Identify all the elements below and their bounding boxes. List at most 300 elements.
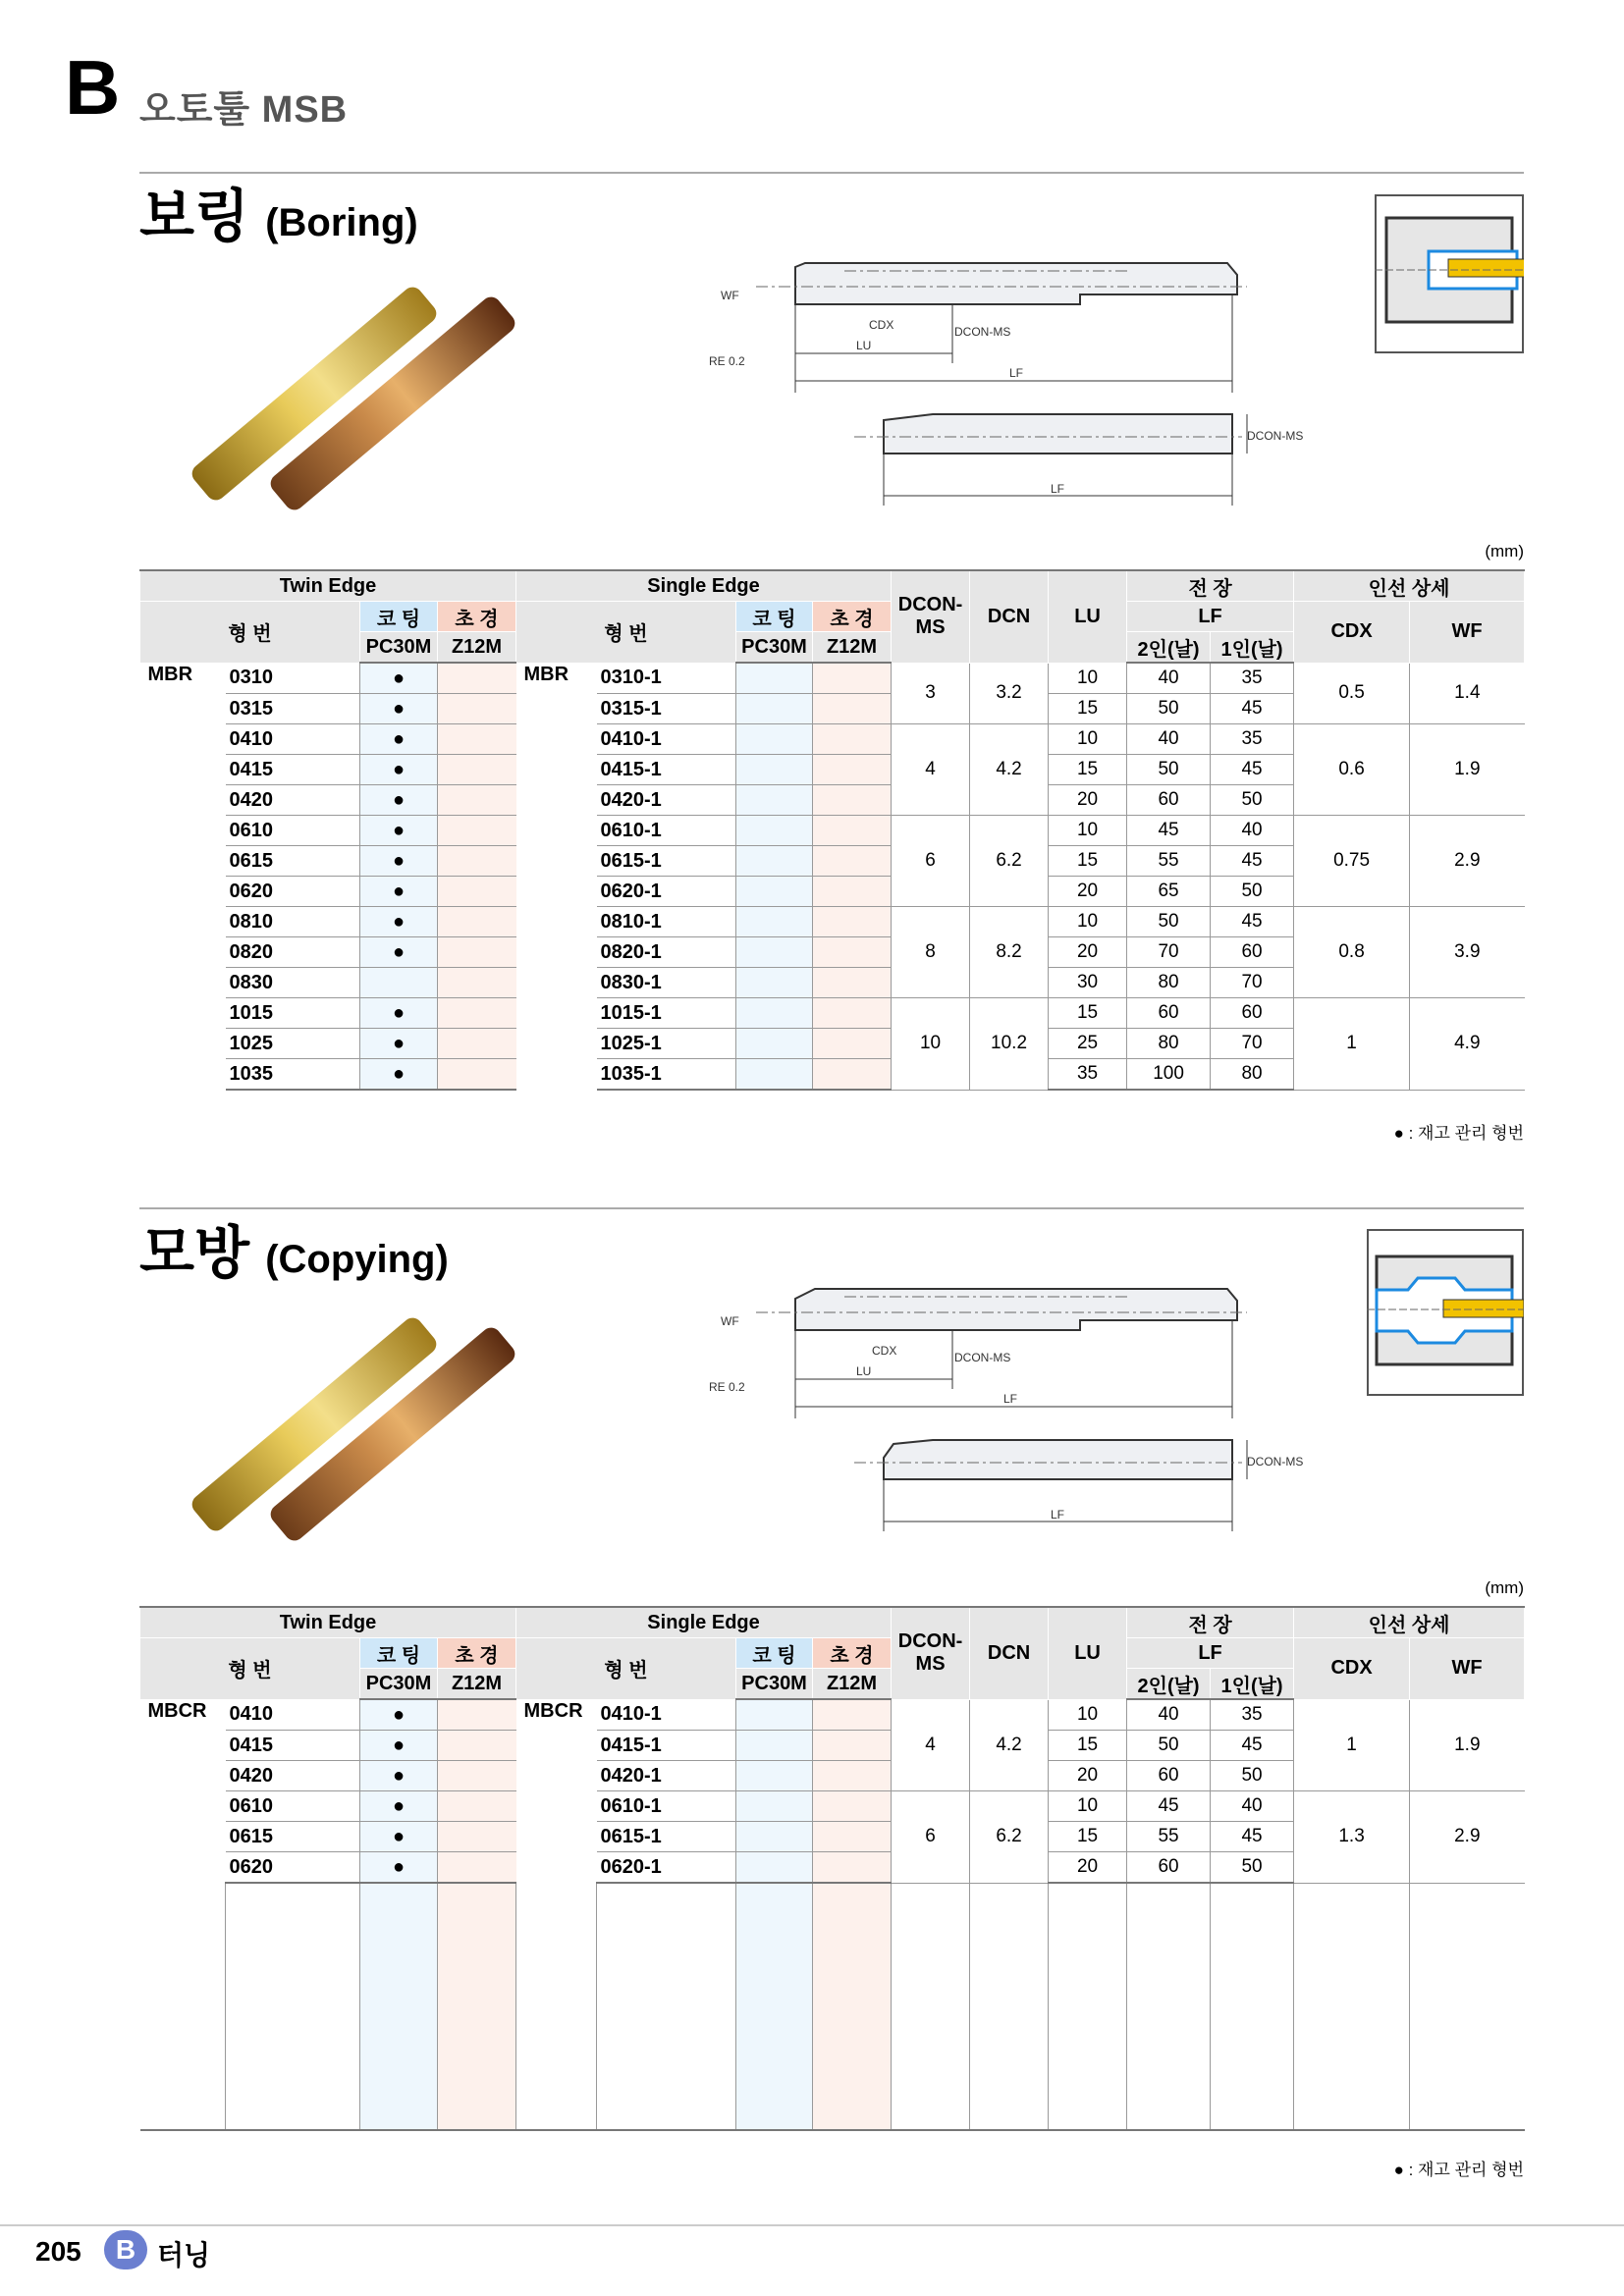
lf-two-edge-value: 45	[1127, 816, 1211, 846]
part-code-twin: 0620	[226, 877, 360, 907]
stock-marker-z12m	[813, 1731, 892, 1761]
dcn-value: 4.2	[970, 1699, 1049, 1791]
label-cdx: CDX	[872, 1344, 897, 1358]
header-lf: LF	[1127, 602, 1294, 632]
header-code-twin: 형 번	[140, 602, 360, 664]
legend-stock: ● : 재고 관리 형번	[1393, 2161, 1524, 2179]
header-total: 전 장	[1127, 1607, 1294, 1638]
wf-value: 1.9	[1410, 724, 1525, 816]
stock-marker-pc30m	[736, 785, 813, 816]
lf-one-edge-value: 45	[1211, 694, 1294, 724]
header-dcon: DCON-MS	[892, 570, 970, 663]
stock-marker-z12m	[813, 998, 892, 1029]
stock-marker-z12m	[813, 937, 892, 968]
lf-one-edge-value: 45	[1211, 755, 1294, 785]
dcn-value: 10.2	[970, 998, 1049, 1091]
lu-value: 10	[1049, 907, 1127, 937]
lu-value: 30	[1049, 968, 1127, 998]
lf-two-edge-value: 40	[1127, 724, 1211, 755]
stock-marker-pc30m	[360, 968, 438, 998]
header-carbide: 초 경	[813, 602, 892, 632]
stock-marker-z12m	[438, 724, 516, 755]
empty-cell	[1127, 1883, 1211, 2130]
stock-marker-z12m	[438, 785, 516, 816]
header-single: Single Edge	[516, 1607, 892, 1638]
header-code-single: 형 번	[516, 1638, 736, 1700]
lf-two-edge-value: 70	[1127, 937, 1211, 968]
stock-marker-z12m	[438, 846, 516, 877]
lf-two-edge-value: 55	[1127, 846, 1211, 877]
stock-marker-pc30m	[736, 755, 813, 785]
lu-value: 25	[1049, 1029, 1127, 1059]
table-row	[140, 998, 1525, 1029]
section-title-en: (Copying)	[265, 1238, 449, 1281]
lf-two-edge-value: 80	[1127, 1029, 1211, 1059]
lu-value: 35	[1049, 1059, 1127, 1091]
lf-one-edge-value: 70	[1211, 1029, 1294, 1059]
stock-marker-z12m	[438, 937, 516, 968]
part-code-twin: 0415	[226, 1731, 360, 1761]
wf-value: 2.9	[1410, 1791, 1525, 1884]
cdx-value: 1	[1294, 1699, 1410, 1791]
label-dcon: DCON-MS	[954, 1351, 1011, 1364]
stock-marker-z12m	[438, 907, 516, 937]
part-code-single: 0615-1	[597, 846, 736, 877]
lf-one-edge-value: 35	[1211, 1699, 1294, 1731]
empty-cell	[360, 1883, 438, 2130]
table-row-empty	[140, 1883, 1525, 2130]
header-z12m: Z12M	[813, 1669, 892, 1700]
lu-value: 10	[1049, 663, 1127, 694]
stock-marker-z12m	[438, 1731, 516, 1761]
section-title-ko: 모방	[139, 1221, 250, 1285]
part-code-single: 0810-1	[597, 907, 736, 937]
product-photo-copying	[157, 1286, 530, 1551]
stock-marker-pc30m: ●	[360, 785, 438, 816]
lf-two-edge-value: 45	[1127, 1791, 1211, 1822]
wf-value: 2.9	[1410, 816, 1525, 907]
label-re: RE 0.2	[709, 354, 745, 368]
label-wf: WF	[721, 1314, 739, 1328]
stock-marker-pc30m: ●	[360, 1059, 438, 1091]
chapter-badge: B	[104, 2230, 147, 2269]
stock-marker-pc30m	[736, 968, 813, 998]
stock-marker-pc30m: ●	[360, 1029, 438, 1059]
header-lf: LF	[1127, 1638, 1294, 1669]
label-lu: LU	[856, 1364, 872, 1378]
label-lf: LF	[1009, 366, 1024, 380]
stock-marker-z12m	[813, 785, 892, 816]
empty-cell	[438, 1883, 516, 2130]
header-insert: 인선 상세	[1294, 570, 1525, 602]
stock-marker-pc30m	[736, 998, 813, 1029]
label-dcon-side: DCON-MS	[1247, 1455, 1304, 1468]
section-title-boring	[139, 185, 418, 248]
header-dcon: DCON-MS	[892, 1607, 970, 1699]
stock-marker-z12m	[438, 816, 516, 846]
part-code-twin: 1025	[226, 1029, 360, 1059]
stock-marker-pc30m	[736, 663, 813, 694]
label-dcon: DCON-MS	[954, 325, 1011, 339]
stock-marker-pc30m: ●	[360, 877, 438, 907]
dcon-value: 4	[892, 1699, 970, 1791]
header-one-edge: 1인(날)	[1211, 632, 1294, 664]
part-code-single: 0610-1	[597, 1791, 736, 1822]
stock-marker-pc30m: ●	[360, 1822, 438, 1852]
stock-marker-z12m	[813, 1852, 892, 1884]
stock-marker-pc30m: ●	[360, 998, 438, 1029]
lf-two-edge-value: 65	[1127, 877, 1211, 907]
stock-marker-pc30m	[736, 1822, 813, 1852]
stock-marker-pc30m: ●	[360, 937, 438, 968]
lf-one-edge-value: 50	[1211, 1852, 1294, 1884]
stock-marker-pc30m: ●	[360, 1761, 438, 1791]
table-row	[140, 724, 1525, 755]
header-carbide: 초 경	[438, 602, 516, 632]
part-code-single: 0610-1	[597, 816, 736, 846]
stock-marker-pc30m	[736, 1761, 813, 1791]
header-wf: WF	[1410, 602, 1525, 664]
header-insert: 인선 상세	[1294, 1607, 1525, 1638]
lu-value: 15	[1049, 1731, 1127, 1761]
header-two-edge: 2인(날)	[1127, 1669, 1211, 1700]
header-code-single: 형 번	[516, 602, 736, 664]
cdx-value: 0.5	[1294, 663, 1410, 724]
stock-marker-z12m	[813, 1822, 892, 1852]
part-code-twin: 0415	[226, 755, 360, 785]
part-code-twin: 0820	[226, 937, 360, 968]
chapter-letter: B	[65, 44, 121, 131]
stock-marker-pc30m	[736, 1852, 813, 1884]
cdx-value: 0.75	[1294, 816, 1410, 907]
lf-two-edge-value: 60	[1127, 1761, 1211, 1791]
dcn-value: 4.2	[970, 724, 1049, 816]
header-carbide: 초 경	[813, 1638, 892, 1669]
label-re: RE 0.2	[709, 1380, 745, 1394]
lf-one-edge-value: 70	[1211, 968, 1294, 998]
part-code-single: 1015-1	[597, 998, 736, 1029]
dcon-value: 8	[892, 907, 970, 998]
lu-value: 10	[1049, 816, 1127, 846]
empty-cell	[1410, 1883, 1525, 2130]
part-code-single: 0415-1	[597, 1731, 736, 1761]
unit-label: (mm)	[1485, 542, 1524, 561]
stock-marker-z12m	[438, 1029, 516, 1059]
lf-one-edge-value: 50	[1211, 785, 1294, 816]
table-body	[140, 1699, 1525, 2130]
empty-cell	[597, 1883, 736, 2130]
lf-one-edge-value: 60	[1211, 937, 1294, 968]
series-prefix-twin: MBR	[147, 663, 193, 685]
stock-marker-z12m	[813, 1761, 892, 1791]
stock-marker-pc30m	[736, 816, 813, 846]
stock-marker-pc30m: ●	[360, 694, 438, 724]
unit-label: (mm)	[1485, 1578, 1524, 1597]
lf-two-edge-value: 50	[1127, 694, 1211, 724]
part-code-single: 0410-1	[597, 1699, 736, 1731]
lf-two-edge-value: 55	[1127, 1822, 1211, 1852]
stock-marker-pc30m	[736, 694, 813, 724]
stock-marker-pc30m: ●	[360, 755, 438, 785]
technical-drawing-copying	[697, 1281, 1326, 1536]
stock-marker-z12m	[813, 1029, 892, 1059]
part-code-twin: 1035	[226, 1059, 360, 1091]
stock-marker-pc30m: ●	[360, 846, 438, 877]
header-dcn: DCN	[970, 570, 1049, 663]
empty-cell	[516, 1883, 597, 2130]
part-code-twin: 0410	[226, 1699, 360, 1731]
table-row	[140, 1699, 1525, 1731]
header-z12m: Z12M	[438, 632, 516, 664]
part-code-twin: 0420	[226, 1761, 360, 1791]
lf-two-edge-value: 100	[1127, 1059, 1211, 1091]
header-lu: LU	[1049, 570, 1127, 663]
lf-two-edge-value: 40	[1127, 1699, 1211, 1731]
stock-marker-z12m	[438, 1852, 516, 1884]
cdx-value: 1	[1294, 998, 1410, 1091]
lf-one-edge-value: 45	[1211, 1822, 1294, 1852]
part-code-single: 0420-1	[597, 785, 736, 816]
divider	[139, 172, 1524, 174]
stock-marker-z12m	[813, 816, 892, 846]
dcn-value: 6.2	[970, 816, 1049, 907]
label-wf: WF	[721, 289, 739, 302]
stock-marker-z12m	[438, 755, 516, 785]
part-code-twin: 0610	[226, 1791, 360, 1822]
part-code-single: 0420-1	[597, 1761, 736, 1791]
empty-cell	[140, 1883, 226, 2130]
header-pc30m: PC30M	[736, 1669, 813, 1700]
lu-value: 10	[1049, 1699, 1127, 1731]
wf-value: 4.9	[1410, 998, 1525, 1091]
table-body	[140, 663, 1525, 1090]
lf-two-edge-value: 60	[1127, 998, 1211, 1029]
lu-value: 20	[1049, 877, 1127, 907]
header-z12m: Z12M	[438, 1669, 516, 1700]
stock-marker-z12m	[813, 1791, 892, 1822]
empty-cell	[226, 1883, 360, 2130]
stock-marker-z12m	[813, 755, 892, 785]
header-two-edge: 2인(날)	[1127, 632, 1211, 664]
part-code-single: 0310-1	[597, 663, 736, 694]
part-code-twin: 0310	[226, 663, 360, 694]
label-cdx: CDX	[869, 318, 894, 332]
series-prefix-single: MBR	[523, 663, 569, 685]
spec-table-copying	[139, 1606, 1525, 2131]
label-lf: LF	[1003, 1392, 1018, 1406]
dcon-value: 3	[892, 663, 970, 724]
dcn-value: 6.2	[970, 1791, 1049, 1884]
stock-marker-z12m	[438, 1791, 516, 1822]
lu-value: 20	[1049, 1761, 1127, 1791]
label-lf-side: LF	[1051, 1508, 1065, 1522]
part-code-single: 0620-1	[597, 1852, 736, 1884]
stock-marker-pc30m	[736, 1791, 813, 1822]
header-pc30m: PC30M	[360, 1669, 438, 1700]
stock-marker-pc30m: ●	[360, 663, 438, 694]
header-coating: 코 팅	[736, 602, 813, 632]
stock-marker-pc30m	[736, 877, 813, 907]
stock-marker-pc30m	[736, 1059, 813, 1091]
cdx-value: 0.6	[1294, 724, 1410, 816]
section-title-copying	[139, 1221, 449, 1285]
section-title-ko: 보링	[139, 185, 250, 248]
lf-one-edge-value: 45	[1211, 907, 1294, 937]
lf-two-edge-value: 60	[1127, 1852, 1211, 1884]
dcon-value: 4	[892, 724, 970, 816]
empty-cell	[970, 1883, 1049, 2130]
part-code-single: 0620-1	[597, 877, 736, 907]
header-wf: WF	[1410, 1638, 1525, 1700]
stock-marker-pc30m	[736, 937, 813, 968]
stock-marker-pc30m: ●	[360, 1852, 438, 1884]
stock-marker-z12m	[813, 1699, 892, 1731]
part-code-twin: 0620	[226, 1852, 360, 1884]
stock-marker-z12m	[813, 724, 892, 755]
lu-value: 20	[1049, 785, 1127, 816]
stock-marker-pc30m	[736, 1731, 813, 1761]
header-coating: 코 팅	[736, 1638, 813, 1669]
lf-one-edge-value: 80	[1211, 1059, 1294, 1091]
header-dcn: DCN	[970, 1607, 1049, 1699]
wf-value: 3.9	[1410, 907, 1525, 998]
stock-marker-pc30m	[736, 724, 813, 755]
table-row	[140, 907, 1525, 937]
lu-value: 15	[1049, 998, 1127, 1029]
stock-marker-z12m	[813, 1059, 892, 1091]
part-code-single: 0315-1	[597, 694, 736, 724]
stock-marker-pc30m	[736, 1029, 813, 1059]
header-twin: Twin Edge	[140, 1607, 516, 1638]
lf-one-edge-value: 40	[1211, 816, 1294, 846]
chapter-subtitle: 오토툴 MSB	[139, 89, 349, 131]
section-title-en: (Boring)	[265, 201, 418, 244]
lf-two-edge-value: 60	[1127, 785, 1211, 816]
lf-one-edge-value: 50	[1211, 1761, 1294, 1791]
stock-marker-z12m	[438, 998, 516, 1029]
stock-marker-z12m	[813, 877, 892, 907]
header-cdx: CDX	[1294, 602, 1410, 664]
stock-marker-pc30m: ●	[360, 1699, 438, 1731]
lf-two-edge-value: 50	[1127, 755, 1211, 785]
product-photo-boring	[157, 255, 530, 520]
empty-cell	[892, 1883, 970, 2130]
stock-marker-pc30m: ●	[360, 816, 438, 846]
header-cdx: CDX	[1294, 1638, 1410, 1700]
cdx-value: 1.3	[1294, 1791, 1410, 1884]
part-code-single: 0410-1	[597, 724, 736, 755]
lu-value: 15	[1049, 846, 1127, 877]
application-icon-copying	[1367, 1229, 1524, 1396]
wf-value: 1.4	[1410, 663, 1525, 724]
spec-table-boring	[139, 569, 1525, 1091]
part-code-twin: 0610	[226, 816, 360, 846]
dcn-value: 3.2	[970, 663, 1049, 724]
stock-marker-pc30m	[736, 1699, 813, 1731]
stock-marker-pc30m: ●	[360, 1731, 438, 1761]
stock-marker-z12m	[438, 1059, 516, 1091]
application-icon-boring	[1375, 194, 1524, 353]
part-code-twin: 0615	[226, 1822, 360, 1852]
lu-value: 20	[1049, 1852, 1127, 1884]
stock-marker-pc30m	[736, 907, 813, 937]
lu-value: 10	[1049, 1791, 1127, 1822]
lf-one-edge-value: 50	[1211, 877, 1294, 907]
part-code-single: 0615-1	[597, 1822, 736, 1852]
page-number: 205	[35, 2236, 81, 2267]
cdx-value: 0.8	[1294, 907, 1410, 998]
chapter-label: 터닝	[157, 2240, 211, 2270]
empty-cell	[736, 1883, 813, 2130]
lf-two-edge-value: 50	[1127, 1731, 1211, 1761]
part-code-twin: 0830	[226, 968, 360, 998]
label-lf-side: LF	[1051, 482, 1065, 496]
technical-drawing-boring	[697, 255, 1326, 510]
stock-marker-z12m	[438, 1699, 516, 1731]
lf-two-edge-value: 40	[1127, 663, 1211, 694]
lf-one-edge-value: 35	[1211, 724, 1294, 755]
stock-marker-z12m	[813, 663, 892, 694]
header-single: Single Edge	[516, 570, 892, 602]
lf-one-edge-value: 60	[1211, 998, 1294, 1029]
stock-marker-pc30m: ●	[360, 724, 438, 755]
stock-marker-z12m	[813, 907, 892, 937]
label-lu: LU	[856, 339, 872, 352]
empty-cell	[1049, 1883, 1127, 2130]
lu-value: 20	[1049, 937, 1127, 968]
header-coating: 코 팅	[360, 602, 438, 632]
part-code-twin: 0420	[226, 785, 360, 816]
part-code-single: 0820-1	[597, 937, 736, 968]
lf-one-edge-value: 40	[1211, 1791, 1294, 1822]
dcon-value: 10	[892, 998, 970, 1091]
header-total: 전 장	[1127, 570, 1294, 602]
part-code-single: 0415-1	[597, 755, 736, 785]
series-prefix-single: MBCR	[523, 1699, 583, 1722]
part-code-single: 1025-1	[597, 1029, 736, 1059]
stock-marker-z12m	[438, 1822, 516, 1852]
lf-two-edge-value: 80	[1127, 968, 1211, 998]
stock-marker-z12m	[813, 968, 892, 998]
stock-marker-z12m	[438, 1761, 516, 1791]
part-code-twin: 0615	[226, 846, 360, 877]
lu-value: 10	[1049, 724, 1127, 755]
part-code-twin: 0810	[226, 907, 360, 937]
stock-marker-z12m	[438, 694, 516, 724]
lf-one-edge-value: 45	[1211, 846, 1294, 877]
table-row	[140, 816, 1525, 846]
lf-one-edge-value: 35	[1211, 663, 1294, 694]
header-coating: 코 팅	[360, 1638, 438, 1669]
lu-value: 15	[1049, 694, 1127, 724]
footer-rule	[0, 2224, 1624, 2226]
series-prefix-twin: MBCR	[147, 1699, 207, 1722]
stock-marker-pc30m	[736, 846, 813, 877]
part-code-twin: 0410	[226, 724, 360, 755]
label-dcon-side: DCON-MS	[1247, 429, 1304, 443]
dcon-value: 6	[892, 816, 970, 907]
header-lu: LU	[1049, 1607, 1127, 1699]
header-code-twin: 형 번	[140, 1638, 360, 1700]
header-z12m: Z12M	[813, 632, 892, 664]
stock-marker-pc30m: ●	[360, 1791, 438, 1822]
lf-two-edge-value: 50	[1127, 907, 1211, 937]
stock-marker-z12m	[813, 694, 892, 724]
lf-one-edge-value: 45	[1211, 1731, 1294, 1761]
header-carbide: 초 경	[438, 1638, 516, 1669]
empty-cell	[1294, 1883, 1410, 2130]
wf-value: 1.9	[1410, 1699, 1525, 1791]
